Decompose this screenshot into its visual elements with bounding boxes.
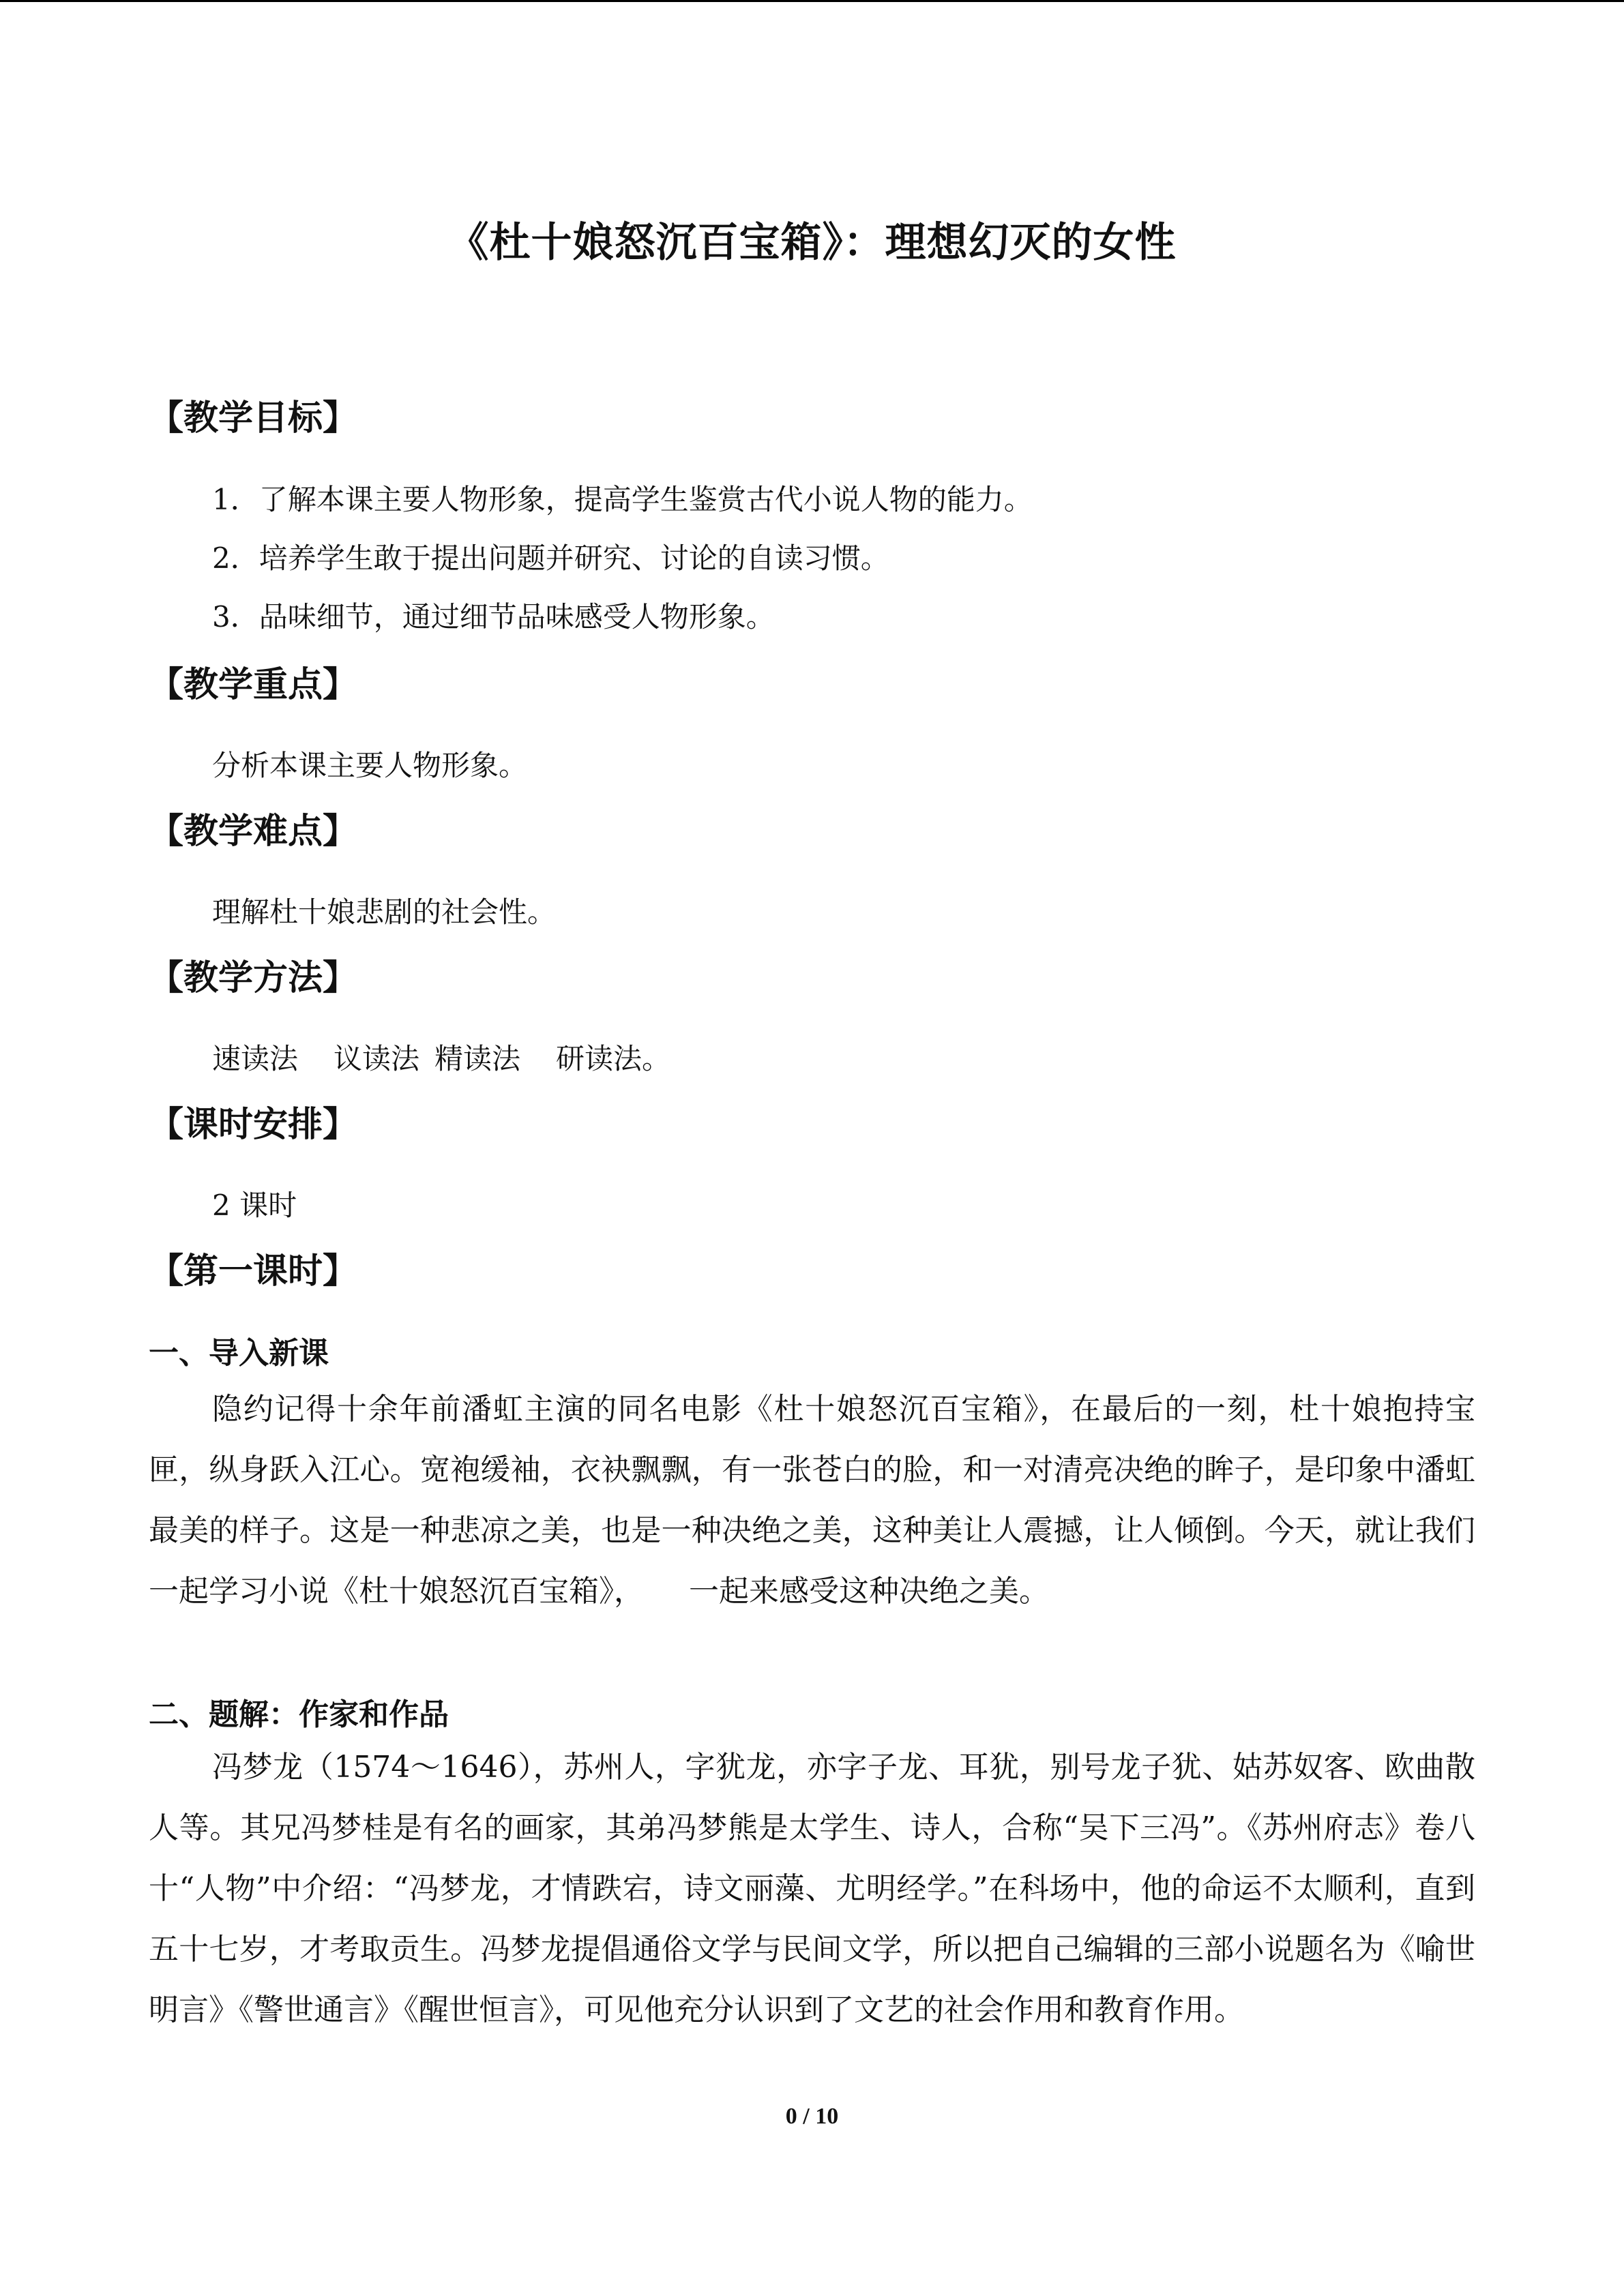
heading-difficulties: 【教学难点】 xyxy=(149,811,358,852)
method-item: 研读法。 xyxy=(556,1042,671,1075)
objective-item-1: 1．了解本课主要人物形象，提高学生鉴赏古代小说人物的能力。 xyxy=(212,483,1033,516)
method-item: 精读法 xyxy=(434,1042,521,1075)
method-item: 议读法 xyxy=(334,1042,420,1075)
document-title: 《杜十娘怒沉百宝箱》：理想幻灭的女性 xyxy=(447,219,1177,267)
heading-schedule: 【课时安排】 xyxy=(149,1104,358,1145)
schedule-text: 2 课时 xyxy=(212,1189,297,1222)
methods-list xyxy=(212,1037,670,1077)
page-indicator: 0 / 10 xyxy=(785,2104,839,2129)
objective-item-2: 2．培养学生敢于提出问题并研究、讨论的自读习惯。 xyxy=(212,541,889,575)
heading-first-lesson: 【第一课时】 xyxy=(149,1251,358,1292)
heading-objectives: 【教学目标】 xyxy=(149,398,358,438)
intro-paragraph: 隐约记得十余年前潘虹主演的同名电影《杜十娘怒沉百宝箱》，在最后的一刻，杜十娘抱持宝匣，纵身跃入江心。宽袍缓袖，衣袂飘飘，有一张苍白的脸，和一对清亮决绝的眸子，是印象中潘虹最美的样子。这是一种悲凉之美，也是一种决绝之美，这种美让人震撼，让人倾倒。今天，就让我们一起学习小说《杜十娘怒沉百宝箱》， 一起来感受这种决绝之美。 xyxy=(149,1392,1475,1609)
subheading-intro: 一、导入新课 xyxy=(149,1336,329,1371)
subheading-author: 二、题解：作家和作品 xyxy=(149,1697,449,1732)
difficulties-text: 理解杜十娘悲剧的社会性。 xyxy=(212,895,557,929)
key-points-text: 分析本课主要人物形象。 xyxy=(212,749,528,782)
method-item: 速读法 xyxy=(212,1042,299,1075)
heading-key-points: 【教学重点】 xyxy=(149,664,358,705)
heading-methods: 【教学方法】 xyxy=(149,957,358,998)
document-page xyxy=(149,0,1475,2296)
objective-item-3: 3．品味细节，通过细节品味感受人物形象。 xyxy=(212,600,775,633)
author-paragraph: 冯梦龙（1574～1646），苏州人，字犹龙，亦字子龙、耳犹，别号龙子犹、姑苏奴客、欧曲散人等。其兄冯梦桂是有名的画家，其弟冯梦熊是太学生、诗人，合称“吴下三冯”。《苏州府志》卷八十“人物”中介绍：“冯梦龙，才情跌宕，诗文丽藻、尤明经学。”在科场中，他的命运不太顺利，直到五十七岁，才考取贡生。冯梦龙提倡通俗文学与民间文学，所以把自己编辑的三部小说题名为《喻世明言》《警世通言》《醒世恒言》，可见他充分认识到了文艺的社会作用和教育作用。 xyxy=(149,1750,1475,2027)
